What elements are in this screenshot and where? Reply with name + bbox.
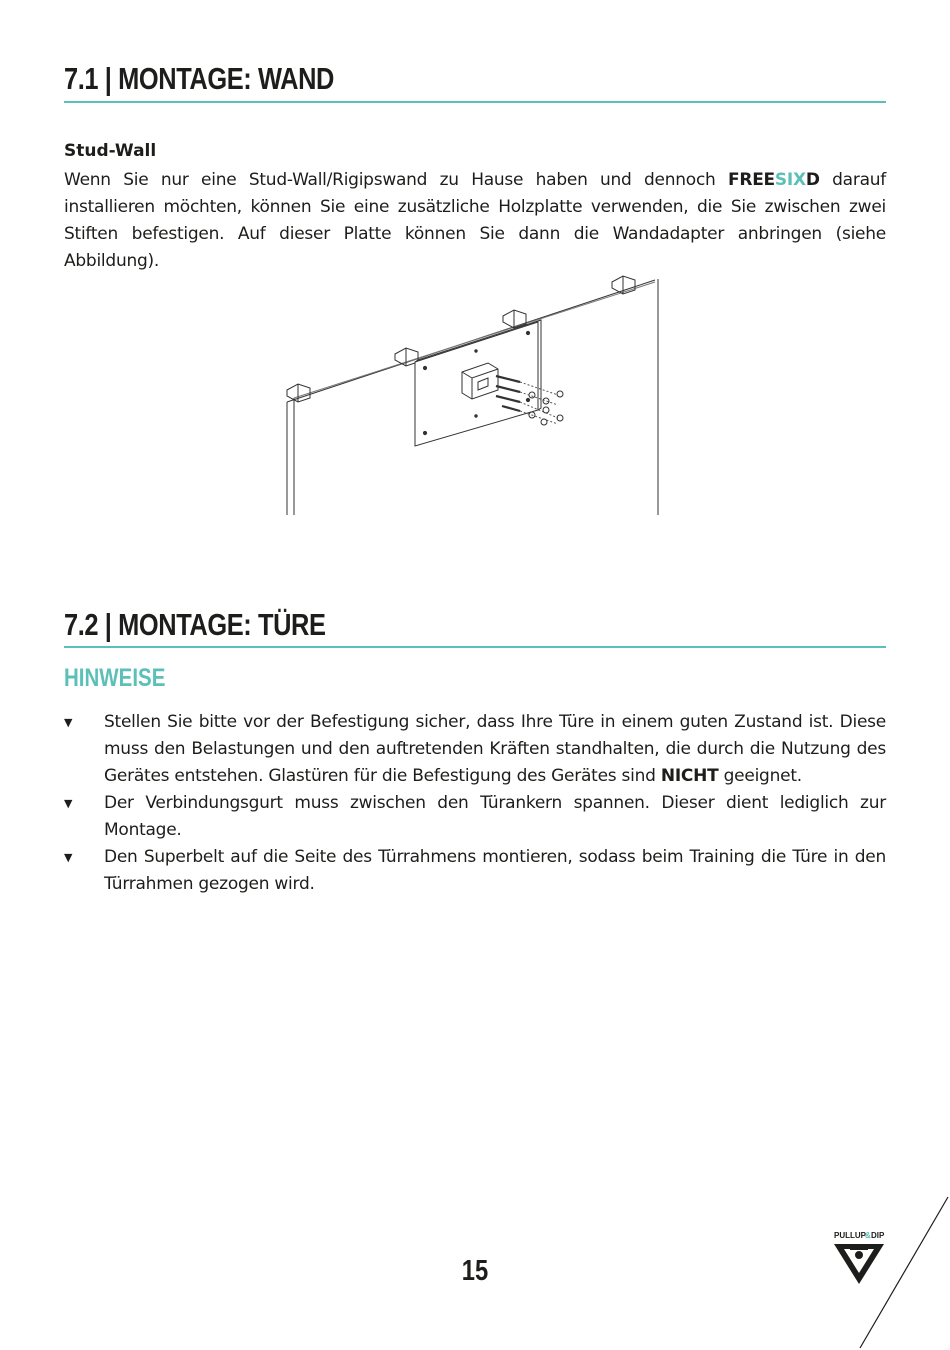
section-title-door: 7.2 | MONTAGE: TÜRE: [64, 607, 326, 642]
stud-wall-paragraph: [64, 167, 886, 275]
list-item: [64, 709, 886, 790]
page-number: 15: [461, 1255, 489, 1287]
brand-free: FREE: [727, 170, 775, 190]
logo-text-left: PULLUP: [834, 1231, 866, 1240]
bullet-icon: ▼: [64, 851, 73, 864]
logo-text-amp: &: [865, 1231, 871, 1240]
bullet-icon: ▼: [64, 716, 73, 729]
section-title-wall: 7.1 | MONTAGE: WAND: [64, 61, 335, 96]
list-item-text-end: geeignet.: [718, 766, 802, 786]
hinweise-heading: HINWEISE: [64, 664, 166, 692]
logo-text-right: DIP: [871, 1231, 885, 1240]
list-item-text: Den Superbelt auf die Seite des Türrahmens montieren, sodass beim Training die Türe in den Türrahmen gezogen wird.: [104, 847, 886, 894]
hinweise-list: [64, 709, 886, 898]
brand-six: SIX: [774, 170, 806, 190]
stud-wall-illustration: [270, 270, 670, 520]
section-rule-door: [64, 646, 886, 648]
paragraph-part2: darauf installieren möchten, können Sie eine zusätzliche Holzplatte verwenden, die Sie zwischen zwei Stiften befestigen. Auf dieser Platte können Sie dann die Wandadapter anbringen (siehe Abbildung).: [64, 170, 887, 271]
bullet-icon: ▼: [64, 797, 73, 810]
list-item: [64, 790, 886, 844]
brand-d: D: [805, 170, 820, 190]
section-rule-wall: [64, 101, 886, 103]
list-item-text: Stellen Sie bitte vor der Befestigung sicher, dass Ihre Türe in einem guten Zustand ist. Diese muss den Belastungen und den auftretenden Kräften standhalten, die durch die Nutzung des Gerätes entstehen. Glastüren für die Befestigung des Gerätes sind: [104, 712, 886, 786]
list-item-text: Der Verbindungsgurt muss zwischen den Türankern spannen. Dieser dient lediglich zur Montage.: [104, 793, 886, 840]
decorative-corner-line: [850, 1195, 950, 1350]
list-item: [64, 844, 886, 898]
paragraph-part1: Wenn Sie nur eine Stud-Wall/Rigipswand zu Hause haben und dennoch: [64, 170, 728, 190]
stud-wall-subheading: Stud-Wall: [64, 141, 157, 161]
list-item-bold: NICHT: [660, 766, 719, 786]
